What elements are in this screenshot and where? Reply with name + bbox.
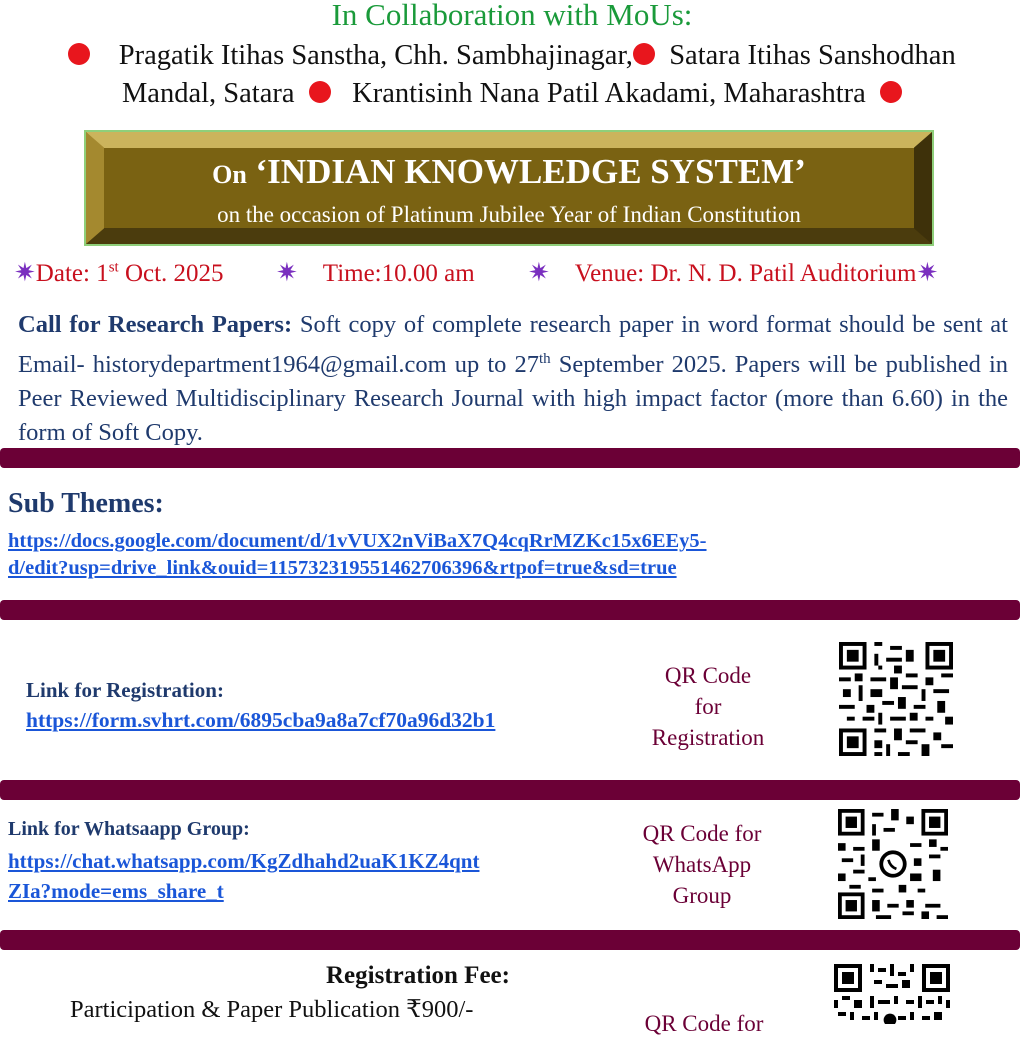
purple-star-icon: ✷: [916, 258, 939, 287]
title-banner: [84, 130, 934, 246]
whatsapp-qr-code-icon[interactable]: [838, 808, 948, 920]
date-sup: st: [108, 259, 119, 276]
qr-caption-line: QR Code: [664, 663, 752, 688]
registration-fee-line: Participation & Paper Publication ₹900/-: [70, 996, 474, 1023]
sub-themes-heading: Sub Themes:: [8, 488, 164, 519]
mou-item: Satara Itihas Sanshodhan: [669, 40, 956, 71]
date-label: Date: 1: [35, 260, 109, 287]
purple-star-icon: ✷: [14, 258, 36, 287]
qr-caption-line: QR Code for: [642, 821, 762, 846]
mou-item: Pragatik Itihas Sanstha, Chh. Sambhajinagar,: [118, 40, 633, 71]
purple-star-icon: ✷: [528, 258, 550, 287]
registration-qr-caption: [620, 660, 796, 753]
mou-item: Krantisinh Nana Patil Akadami, Maharashtra: [352, 78, 866, 109]
cfp-heading: Call for Research Papers:: [18, 311, 293, 338]
sub-themes-link-line[interactable]: d/edit?usp=drive_link&ouid=115732319551462706396&rtpof=true&sd=true: [8, 557, 677, 579]
red-dot-icon: [68, 43, 90, 65]
qr-caption-line: for: [694, 694, 722, 719]
event-date: [14, 258, 224, 288]
red-dot-icon: [309, 81, 331, 103]
section-divider: [0, 930, 1020, 950]
red-dot-icon: [633, 43, 655, 65]
red-dot-icon: [880, 81, 902, 103]
purple-star-icon: ✷: [276, 258, 298, 287]
banner-on: On: [212, 160, 247, 189]
cfp-sup: th: [538, 351, 551, 367]
qr-caption-line: Registration: [651, 725, 765, 750]
section-divider: [0, 600, 1020, 620]
qr-caption-line: Group: [672, 883, 732, 908]
banner-title: [86, 152, 932, 192]
registration-fee-heading: Registration Fee:: [326, 962, 510, 989]
section-divider: [0, 780, 1020, 800]
cfp-text: September 2025. Papers will be published in Peer Reviewed Multidisciplinary Research Journal with high impact factor (more than 6.60) in the form of Soft Copy.: [18, 351, 1009, 447]
mou-item: Mandal, Satara: [121, 78, 295, 109]
fee-qr-code-icon[interactable]: [834, 964, 950, 1024]
collaboration-heading: In Collaboration with MoUs:: [331, 0, 693, 32]
event-time: [276, 258, 475, 288]
qr-code-icon: [834, 964, 950, 1024]
whatsapp-link-line[interactable]: https://chat.whatsapp.com/KgZdhahd2uaK1KZ4qnt: [8, 849, 480, 873]
registration-link[interactable]: https://form.svhrt.com/6895cba9a8a7cf70a96d32b1: [26, 708, 496, 732]
venue-label: Venue: Dr. N. D. Patil Auditorium: [574, 260, 917, 287]
registration-qr-code-icon[interactable]: [838, 642, 954, 756]
fee-qr-caption: QR Code for: [644, 1011, 764, 1036]
whatsapp-link-line[interactable]: ZIa?mode=ems_share_t: [8, 879, 224, 903]
banner-subtitle: on the occasion of Platinum Jubilee Year of Indian Constitution: [217, 202, 801, 227]
whatsapp-label: Link for Whatsaapp Group:: [8, 818, 250, 840]
banner-title-text: ‘INDIAN KNOWLEDGE SYSTEM’: [255, 152, 806, 191]
qr-caption-line: WhatsApp: [652, 852, 752, 877]
mou-line-2: [0, 78, 1024, 110]
banner-bevel: [86, 132, 932, 148]
event-venue: [528, 258, 938, 288]
sub-themes-link[interactable]: [8, 528, 1008, 582]
date-rest: Oct. 2025: [118, 260, 224, 287]
qr-code-icon: [838, 642, 954, 756]
mou-line-1: [0, 40, 1024, 72]
whatsapp-qr-caption: [614, 818, 790, 911]
sub-themes-link-line[interactable]: https://docs.google.com/document/d/1vVUX2nViBaX7Q4cqRrMZKc15x6EEy5-: [8, 530, 707, 552]
section-divider: [0, 448, 1020, 468]
call-for-papers: [18, 308, 1008, 450]
whatsapp-link[interactable]: [8, 846, 598, 906]
cfp-text: Soft copy of complete research paper in word format should be sent at Email- historydepartment1964@gmail.com up to 27: [18, 311, 1008, 379]
qr-code-icon: [838, 808, 948, 920]
banner-bevel: [86, 228, 932, 244]
registration-label: Link for Registration:: [26, 678, 224, 702]
time-label: Time:10.00 am: [322, 260, 475, 287]
